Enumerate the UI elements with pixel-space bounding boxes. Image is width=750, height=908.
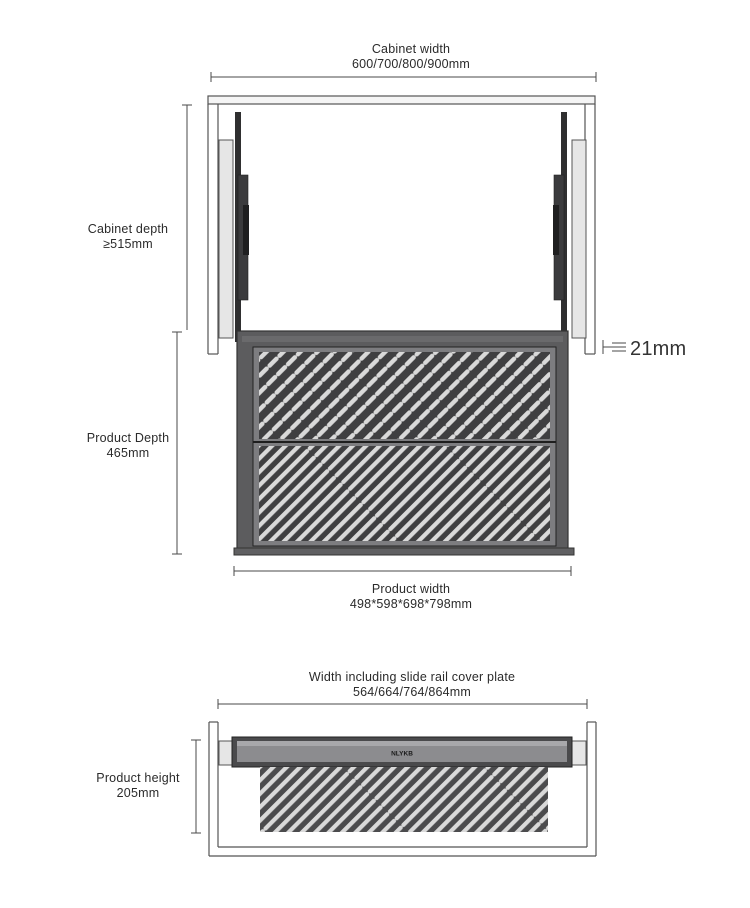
product-width-title: Product width bbox=[371, 582, 451, 596]
basket-front-panel bbox=[232, 737, 572, 767]
cabinet-width-title: Cabinet width bbox=[371, 42, 451, 56]
basket-front-view bbox=[260, 767, 548, 832]
width-incl-cover-value: 564/664/764/864mm bbox=[352, 685, 472, 699]
cabinet-depth-title: Cabinet depth bbox=[87, 222, 169, 236]
left-slide-rail bbox=[219, 112, 249, 342]
cabinet-depth-value: ≥515mm bbox=[103, 237, 153, 251]
product-height-value: 205mm bbox=[116, 786, 160, 800]
cabinet-width-dimension bbox=[211, 72, 596, 82]
product-width-dimension bbox=[234, 566, 571, 576]
product-height-dimension bbox=[191, 740, 201, 833]
side-gap-dimension bbox=[603, 340, 626, 354]
right-rail-cover bbox=[572, 741, 586, 765]
cabinet-outline-top bbox=[208, 96, 595, 354]
cabinet-width-value: 600/700/800/900mm bbox=[351, 57, 471, 71]
product-depth-dimension bbox=[172, 332, 182, 554]
front-logo: NLYKB bbox=[391, 750, 413, 758]
product-depth-title: Product Depth bbox=[86, 431, 170, 445]
basket-top-view bbox=[234, 331, 574, 555]
cabinet-depth-dimension bbox=[182, 105, 192, 330]
width-incl-cover-dimension bbox=[218, 699, 587, 709]
right-slide-rail bbox=[553, 112, 586, 342]
product-depth-value: 465mm bbox=[106, 446, 150, 460]
product-width-value: 498*598*698*798mm bbox=[349, 597, 473, 611]
side-gap-value: 21mm bbox=[630, 338, 687, 360]
product-height-title: Product height bbox=[96, 771, 180, 785]
width-incl-cover-title: Width including slide rail cover plate bbox=[308, 670, 516, 684]
left-rail-cover bbox=[219, 741, 233, 765]
